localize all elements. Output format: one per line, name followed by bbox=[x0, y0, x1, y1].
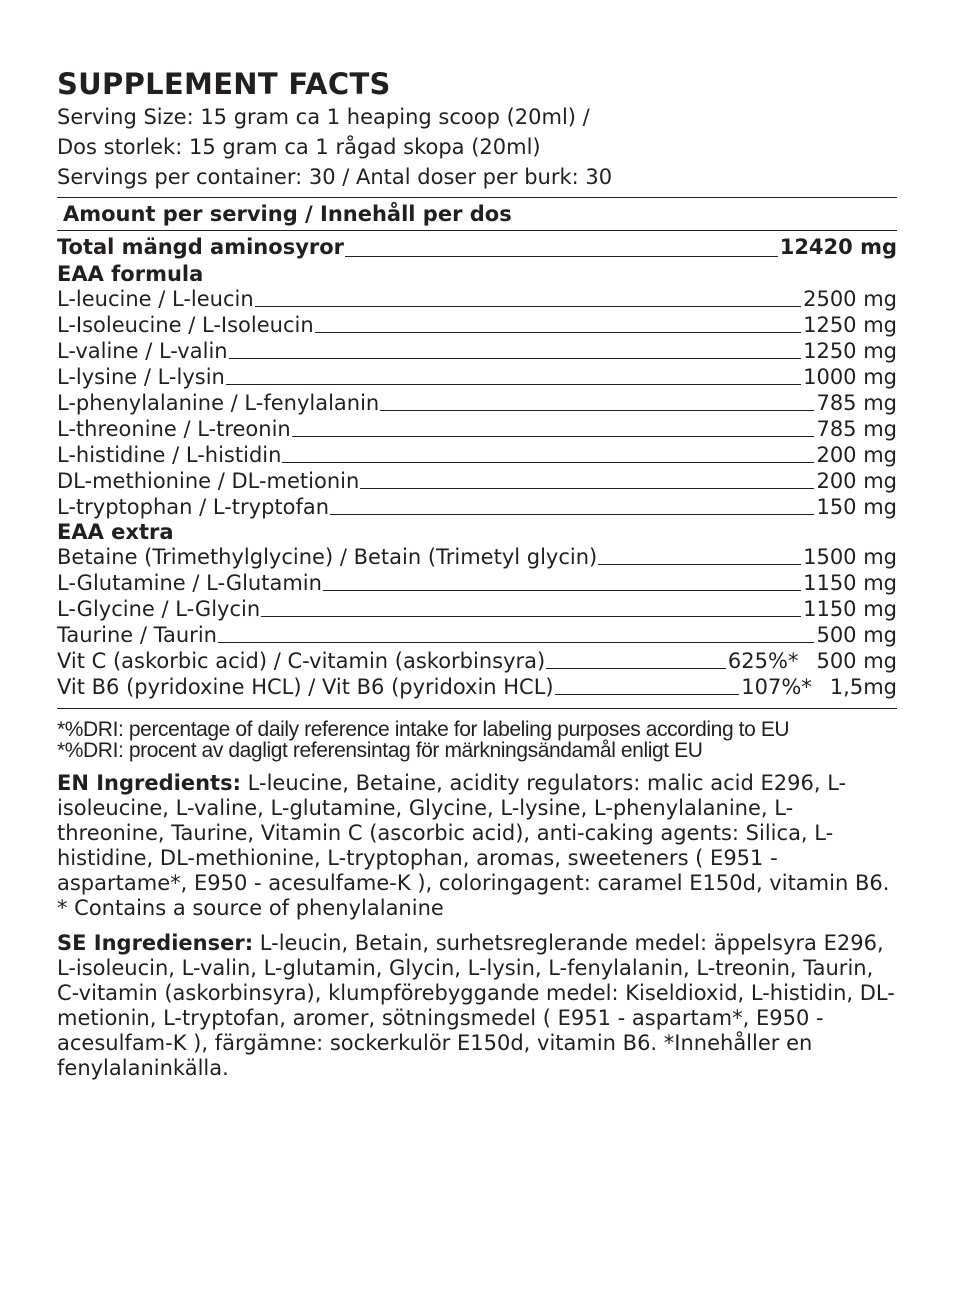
leader-line bbox=[261, 616, 801, 617]
nutrient-amount: 1150 mg bbox=[803, 571, 897, 595]
nutrient-row bbox=[57, 544, 897, 570]
nutrient-name: L-tryptophan / L-tryptofan bbox=[57, 495, 330, 519]
ingredients-se-text: L-leucin, Betain, surhetsreglerande medel: äppelsyra E296, L-isoleucin, L-valin, L-glutamin, Glycin, L-lysin, L-fenylalanin, L-treonin, Taurin, C-vitamin (askorbinsyra), klumpförebyggande medel: Kiseldioxid, L-histidin, DL-metionin, L-tryptofan, aromer, sötningsmedel ( E951 - aspartam*, E950 - acesulfam-K ), färgämne: sockerkulör E150d, vitamin B6. *Innehåller en fenylalaninkälla. bbox=[57, 931, 895, 1080]
eaa-formula-list bbox=[57, 286, 897, 520]
nutrient-amount: 500 mg bbox=[816, 623, 897, 647]
nutrient-amount: 785 mg bbox=[816, 391, 897, 415]
ingredients-se bbox=[57, 931, 897, 1081]
section-title-eaa-formula: EAA formula bbox=[57, 262, 204, 286]
nutrient-name: L-Glycine / L-Glycin bbox=[57, 597, 261, 621]
nutrient-row bbox=[57, 648, 897, 674]
nutrient-amount: 12420 mg bbox=[779, 235, 897, 259]
dri-note bbox=[57, 719, 897, 761]
nutrient-row bbox=[57, 570, 897, 596]
nutrient-name: L-Isoleucine / L-Isoleucin bbox=[57, 313, 314, 337]
total-amino-row bbox=[57, 232, 897, 262]
nutrient-row bbox=[57, 364, 897, 390]
ingredients-en-label: EN Ingredients: bbox=[57, 771, 241, 795]
dri-note-en: *%DRI: percentage of daily reference intake for labeling purposes according to EU bbox=[57, 718, 790, 741]
ingredients-en-text: L-leucine, Betaine, acidity regulators: malic acid E296, L-isoleucine, L-valine, L-glutamine, Glycine, L-lysine, L-phenylalanine, L-threonine, Taurine, Vitamin C (ascorbic acid), anti-caking agents: Silica, L-histidine, DL-methionine, L-tryptophan, aromas, sweeteners ( E951 - aspartame*, E950 - acesulfame-K ), coloringagent: caramel E150d, vitamin B6. * Contains a source of phenylalanine bbox=[57, 771, 890, 920]
nutrient-row bbox=[57, 674, 897, 700]
nutrient-name: L-Glutamine / L-Glutamin bbox=[57, 571, 322, 595]
page-title: SUPPLEMENT FACTS bbox=[57, 67, 391, 101]
ingredients-se-label: SE Ingredienser: bbox=[57, 931, 254, 955]
nutrient-amount: 2500 mg bbox=[803, 287, 897, 311]
nutrient-amount: 1250 mg bbox=[803, 313, 897, 337]
serving-size-line-se: Dos storlek: 15 gram ca 1 rågad skopa (20ml) bbox=[57, 135, 541, 159]
serving-size-line: Serving Size: 15 gram ca 1 heaping scoop (20ml) / bbox=[57, 105, 590, 129]
nutrient-name: L-phenylalanine / L-fenylalanin bbox=[57, 391, 380, 415]
nutrient-amount: 785 mg bbox=[816, 417, 897, 441]
nutrient-row bbox=[57, 312, 897, 338]
nutrient-row bbox=[57, 596, 897, 622]
ingredients-en bbox=[57, 771, 897, 921]
nutrient-name: Total mängd aminosyror bbox=[57, 235, 345, 259]
leader-line bbox=[345, 256, 778, 257]
leader-line bbox=[229, 358, 802, 359]
nutrient-row bbox=[57, 442, 897, 468]
leader-line bbox=[255, 306, 801, 307]
leader-line bbox=[292, 436, 815, 437]
nutrient-amount: 1250 mg bbox=[803, 339, 897, 363]
nutrient-amount: 1,5mg bbox=[829, 675, 897, 699]
leader-line bbox=[218, 642, 814, 643]
nutrient-amount: 150 mg bbox=[816, 495, 897, 519]
leader-line bbox=[330, 514, 814, 515]
nutrient-row bbox=[57, 416, 897, 442]
divider bbox=[57, 230, 897, 231]
servings-per-container-line: Servings per container: 30 / Antal doser per burk: 30 bbox=[57, 165, 613, 189]
leader-line bbox=[226, 384, 801, 385]
amount-per-serving-header: Amount per serving / Innehåll per dos bbox=[63, 202, 512, 226]
nutrient-dri: 107%* bbox=[741, 675, 812, 699]
leader-line bbox=[315, 332, 801, 333]
nutrient-amount: 1150 mg bbox=[803, 597, 897, 621]
nutrient-row bbox=[57, 622, 897, 648]
nutrient-row bbox=[57, 338, 897, 364]
nutrient-dri: 625%* bbox=[727, 649, 799, 673]
nutrient-name: L-leucine / L-leucin bbox=[57, 287, 254, 311]
nutrient-amount: 1500 mg bbox=[803, 545, 897, 569]
nutrient-row bbox=[57, 468, 897, 494]
nutrient-name: L-histidine / L-histidin bbox=[57, 443, 282, 467]
leader-line bbox=[555, 694, 740, 695]
nutrient-name: L-valine / L-valin bbox=[57, 339, 228, 363]
nutrient-name: Taurine / Taurin bbox=[57, 623, 217, 647]
nutrient-name: L-lysine / L-lysin bbox=[57, 365, 225, 389]
leader-line bbox=[360, 488, 814, 489]
nutrient-amount: 1000 mg bbox=[803, 365, 897, 389]
leader-line bbox=[380, 410, 814, 411]
nutrient-name: L-threonine / L-treonin bbox=[57, 417, 291, 441]
leader-line bbox=[323, 590, 801, 591]
nutrient-amount: 500 mg bbox=[816, 649, 897, 673]
nutrient-row bbox=[57, 390, 897, 416]
divider bbox=[57, 708, 897, 709]
leader-line bbox=[546, 668, 726, 669]
nutrient-amount: 200 mg bbox=[816, 443, 897, 467]
leader-line bbox=[282, 462, 814, 463]
nutrient-row bbox=[57, 494, 897, 520]
eaa-extra-list bbox=[57, 544, 897, 700]
nutrient-name: Vit C (askorbic acid) / C-vitamin (askorbinsyra) bbox=[57, 649, 546, 673]
section-title-eaa-extra: EAA extra bbox=[57, 520, 174, 544]
nutrient-name: DL-methionine / DL-metionin bbox=[57, 469, 360, 493]
nutrient-amount: 200 mg bbox=[816, 469, 897, 493]
nutrient-name: Betaine (Trimethylglycine) / Betain (Trimetyl glycin) bbox=[57, 545, 598, 569]
supplement-facts-label bbox=[57, 66, 897, 1081]
leader-line bbox=[598, 564, 801, 565]
nutrient-table bbox=[57, 232, 897, 700]
nutrient-row bbox=[57, 286, 897, 312]
serving-info bbox=[57, 102, 897, 192]
nutrient-name: Vit B6 (pyridoxine HCL) / Vit B6 (pyridoxin HCL) bbox=[57, 675, 554, 699]
dri-note-se: *%DRI: procent av dagligt referensintag för märkningsändamål enligt EU bbox=[57, 739, 703, 762]
